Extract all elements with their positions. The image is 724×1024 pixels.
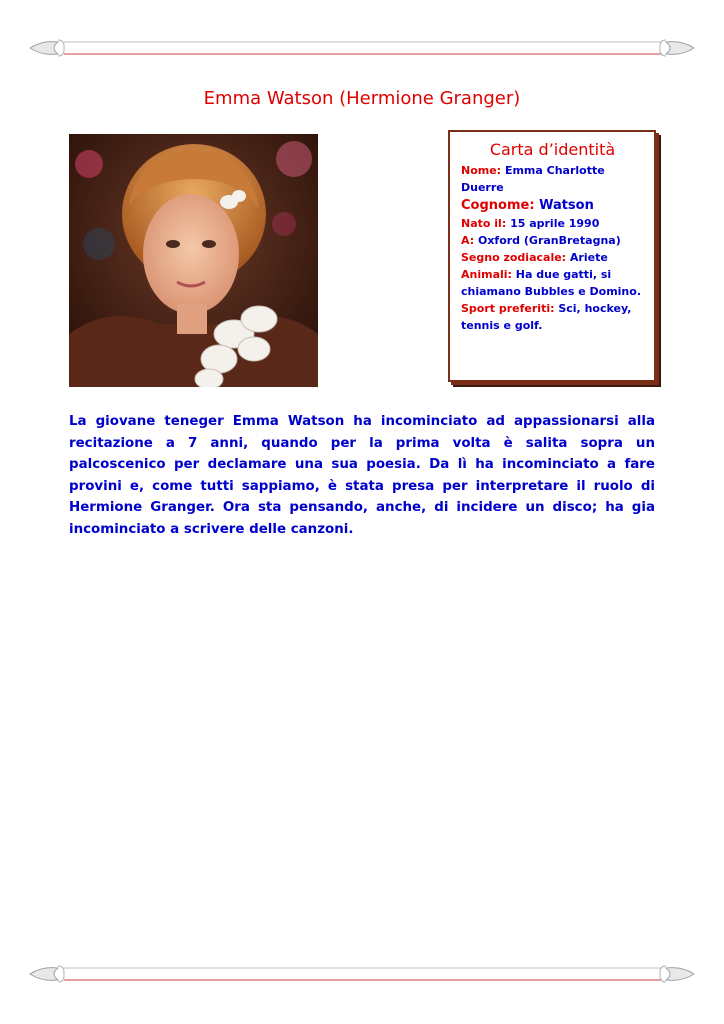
biography-paragraph: La giovane teneger Emma Watson ha incominciato ad appassionarsi alla recitazione a 7 anni, quando per la prima volta è salita sopra un palcoscenico per declamare una sua poesia. Da lì ha incominciato a fare provini e, come tutti sappiamo, è stata presa per interpretare il ruolo di Hermione Granger. Ora sta pensando, anche, di incidere un disco; ha gia incominciato a scrivere delle canzoni. [69,414,655,537]
field-value: Emma Charlotte Duerre [461,164,605,194]
field-luogo [461,232,644,249]
field-value: Ha due gatti, si chiamano Bubbles e Domino. [461,268,641,298]
field-label: Animali: [461,268,512,281]
field-value: Sci, hockey, tennis e golf. [461,302,632,332]
field-cognome [461,196,644,215]
field-label: Cognome: [461,198,535,213]
field-value: Ariete [569,251,608,264]
identity-card-title: Carta d’identità [489,140,616,159]
footer-scroll-decoration [28,962,696,986]
field-nome [461,162,644,196]
field-label: Sport preferiti: [461,302,555,315]
field-label: Nome: [461,164,502,177]
identity-card [448,130,656,382]
field-value: 15 aprile 1990 [510,217,600,230]
field-value: Watson [539,198,594,213]
field-animali [461,266,644,300]
field-label: Nato il: [461,217,507,230]
field-segno-zodiacale [461,249,644,266]
header-scroll-decoration [28,36,696,60]
field-value: Oxford (GranBretagna) [477,234,621,247]
portrait-photo [69,134,318,387]
field-nato-il [461,215,644,232]
field-label: A: [461,234,475,247]
field-label: Segno zodiacale: [461,251,567,264]
field-sport-preferiti [461,300,644,334]
page-title: Emma Watson (Hermione Granger) [203,88,521,109]
